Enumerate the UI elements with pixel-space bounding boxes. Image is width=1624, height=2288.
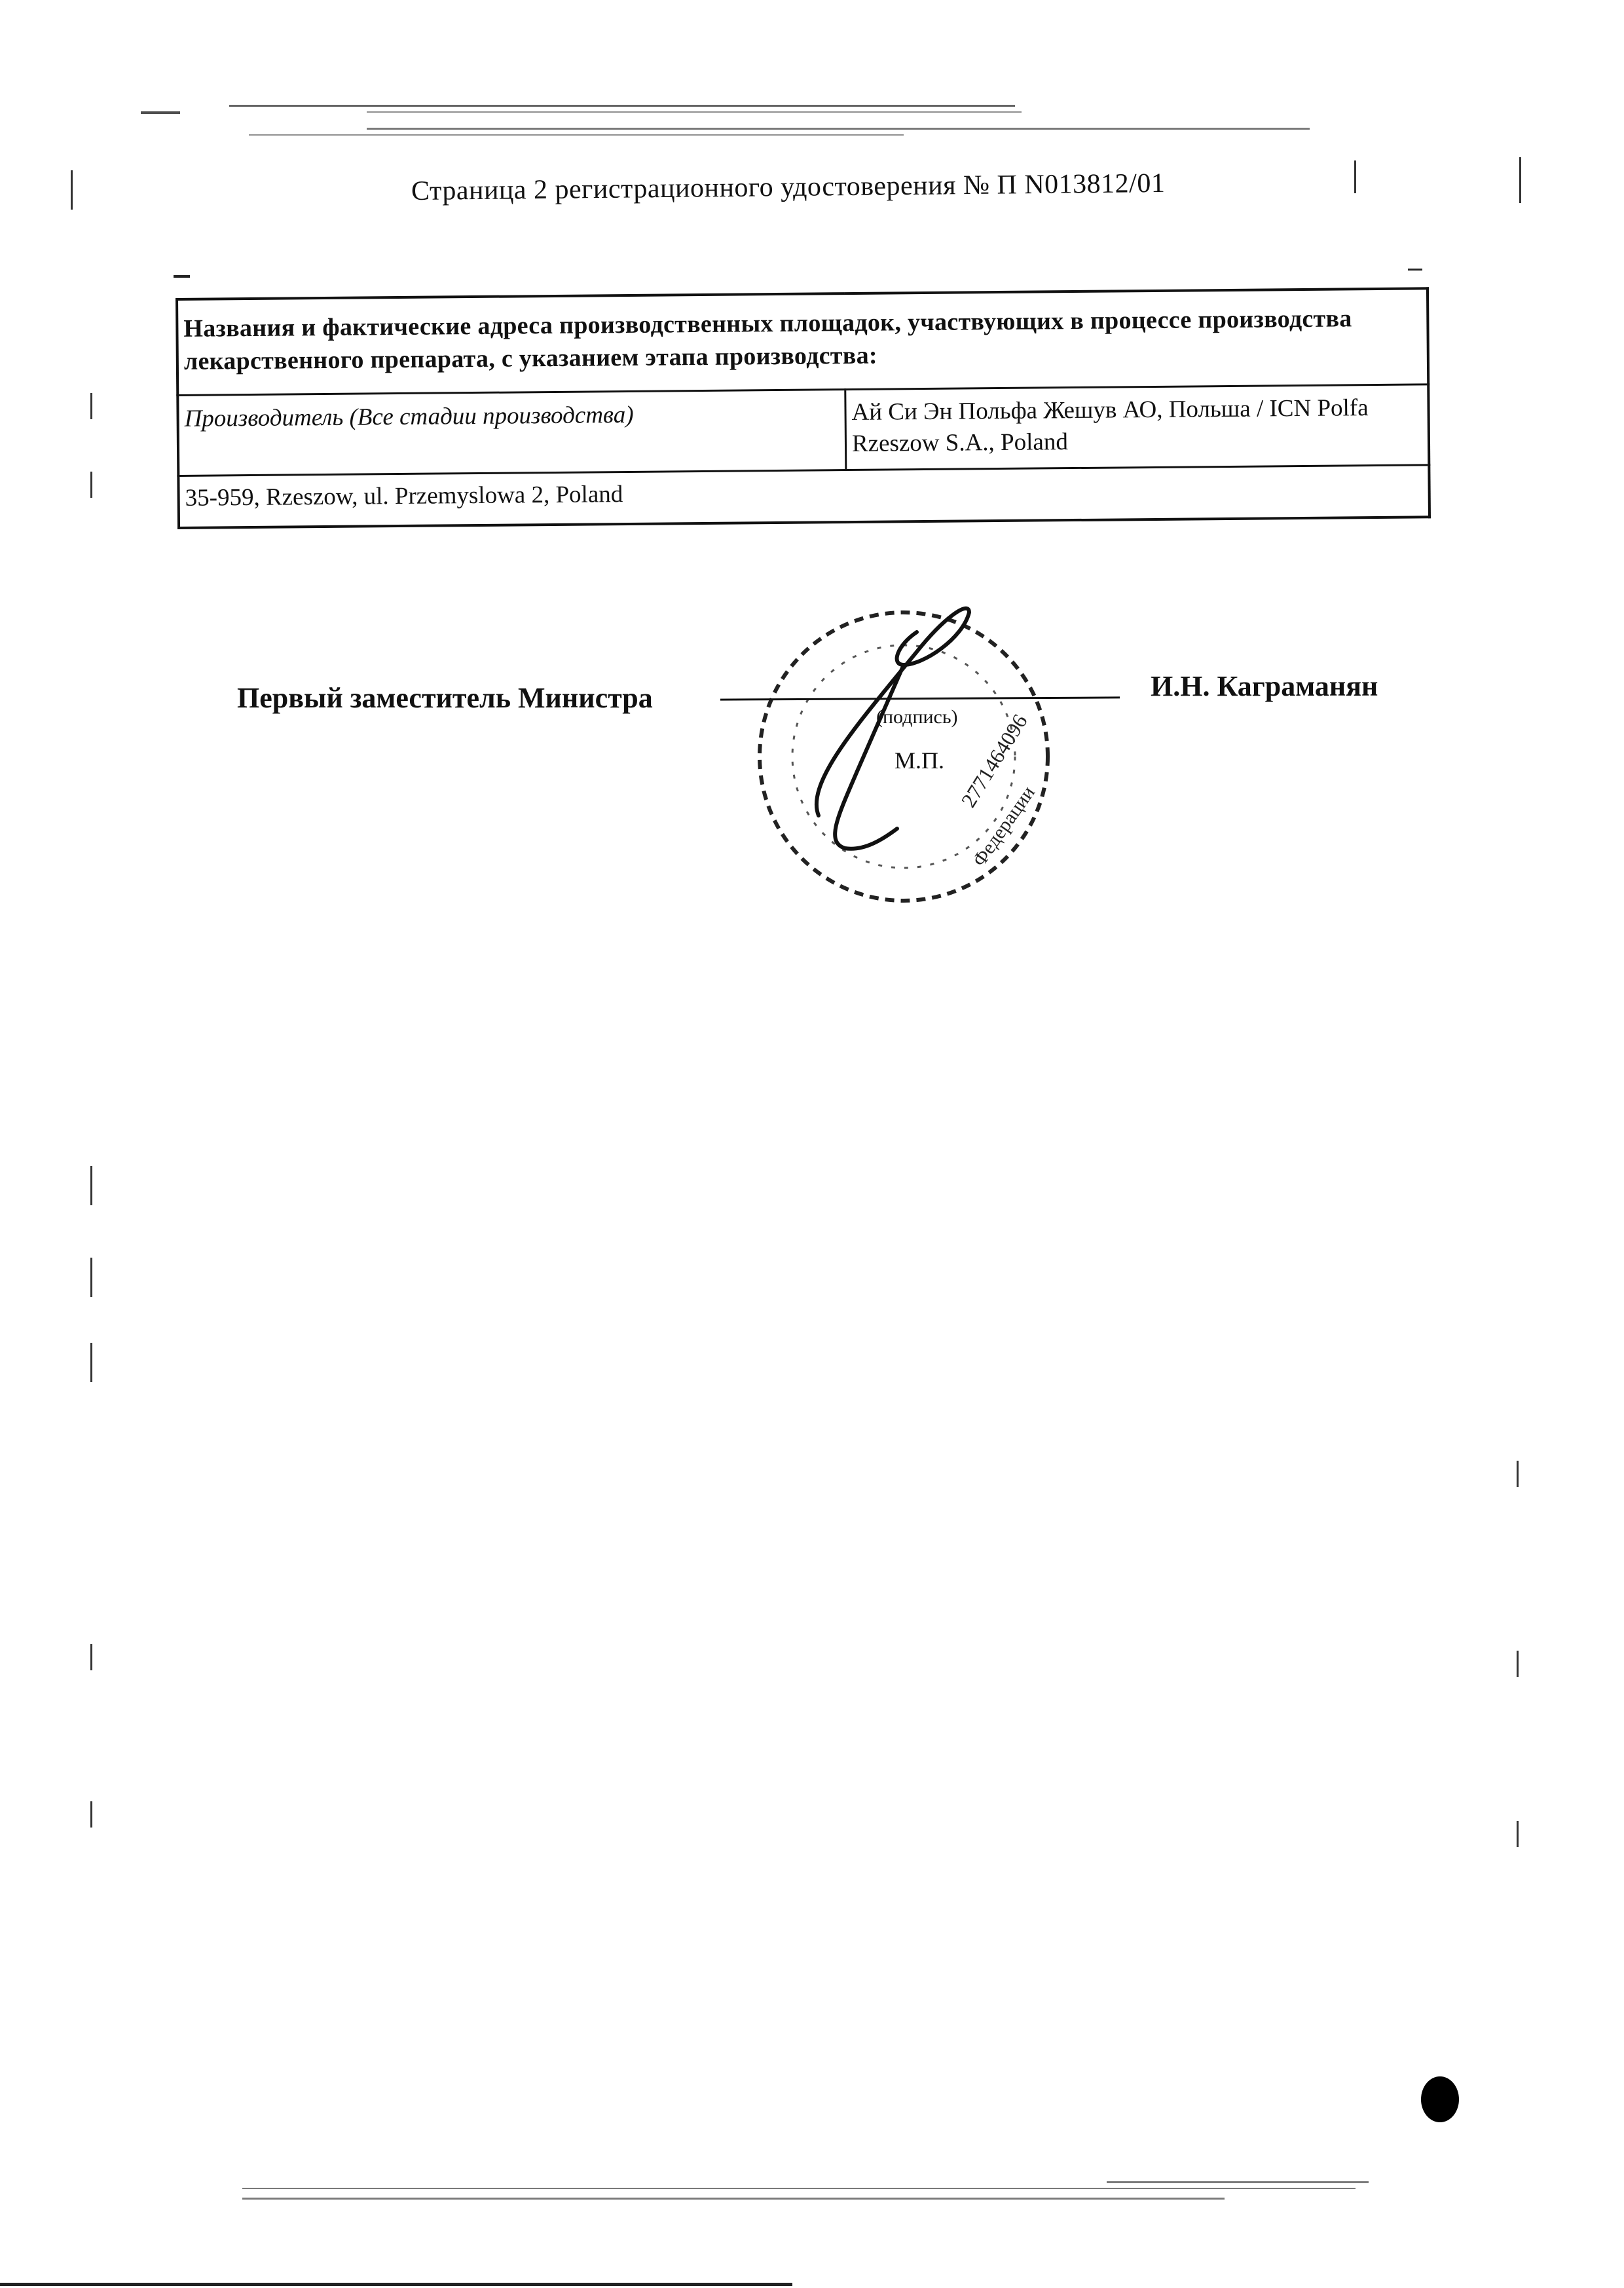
scan-artifact-line: [90, 1258, 92, 1297]
scan-artifact-line: [90, 1801, 92, 1828]
stamp-ring-text: Федерации: [968, 782, 1040, 871]
scan-artifact-line: [1107, 2181, 1369, 2183]
scan-artifact-line: [242, 2198, 1225, 2200]
scan-artifact-blob: [1421, 2076, 1459, 2122]
scan-artifact-line: [90, 1644, 92, 1670]
scan-artifact-line: [90, 1166, 92, 1205]
scan-artifact-line: [242, 2188, 1356, 2189]
manufacturer-address-cell: 35-959, Rzeszow, ul. Przemyslowa 2, Poland: [178, 465, 1430, 528]
signatory-name: И.Н. Каграманян: [1151, 670, 1378, 702]
signature-block: [0, 0, 1624, 983]
manufacturer-company-cell: Ай Си Эн Польфа Жешув АО, Польша / ICN Polfa Rzeszow S.A., Poland: [845, 384, 1430, 470]
scan-artifact-line: [90, 1343, 92, 1382]
scan-artifact-line: [1517, 1461, 1519, 1487]
seal-caption: М.П.: [895, 747, 945, 774]
signature-caption: (подпись): [876, 706, 958, 728]
manufacturer-role-cell: Производитель (Все стадии производства): [177, 390, 846, 476]
signatory-title: Первый заместитель Министра: [237, 682, 653, 714]
stamp-ring-number: 2771464096: [956, 709, 1032, 812]
page-header: Страница 2 регистрационного удостоверения № П N013812/01: [411, 168, 1166, 206]
scan-artifact-line: [1517, 1821, 1519, 1847]
scan-artifact-line: [0, 2283, 792, 2286]
scan-artifact-line: [1517, 1651, 1519, 1677]
table-header-cell: Названия и фактические адреса производственных площадок, участвующих в процессе производства лекарственного препарата, с указанием этапа производства:: [177, 288, 1428, 395]
